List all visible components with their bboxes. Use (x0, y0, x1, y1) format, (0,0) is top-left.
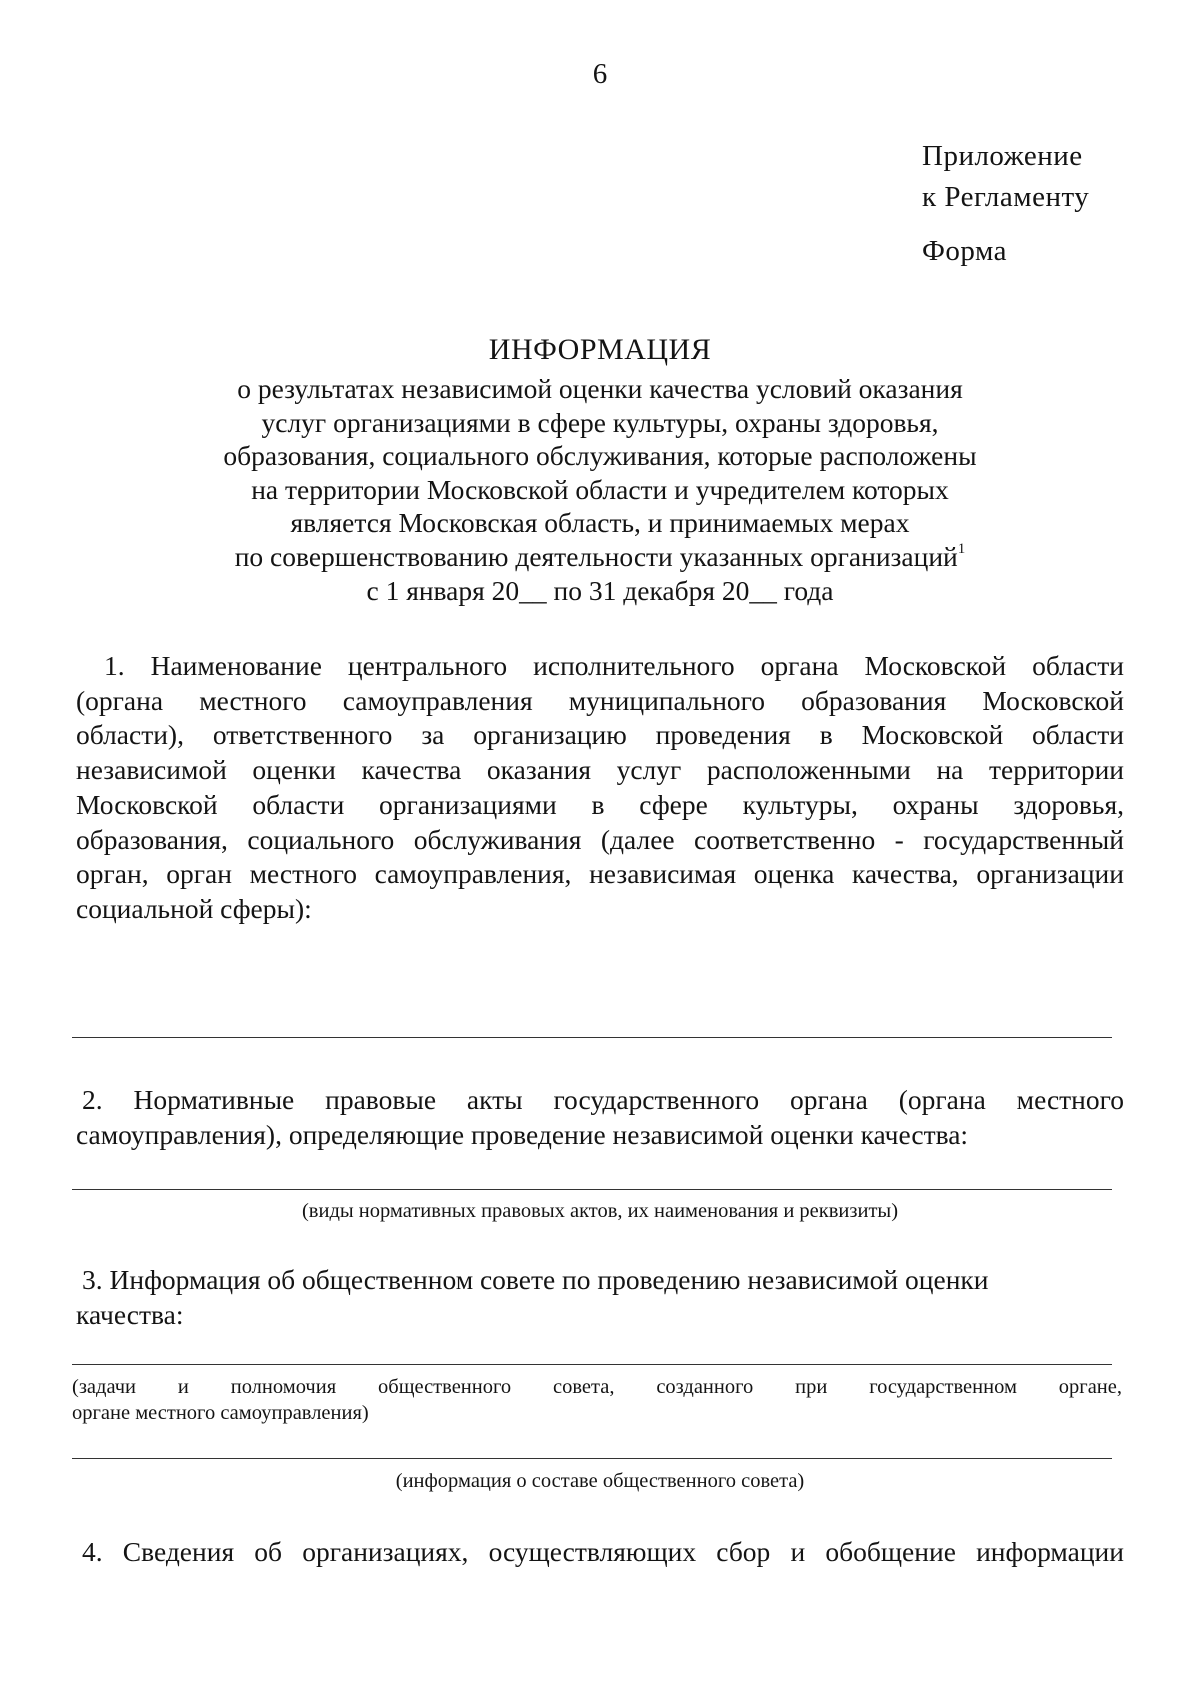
section-3 (76, 1263, 1124, 1332)
section-1-line: независимой оценки качества оказания услуг расположенными на территории (76, 754, 1124, 786)
section-1-line: (органа местного самоуправления муниципального образования Московской (76, 684, 1124, 716)
section-1 (76, 649, 1124, 927)
caption-council-tasks (72, 1374, 1122, 1426)
appendix-line-1: Приложение (922, 140, 1083, 172)
fill-in-line-legal-acts[interactable] (72, 1189, 1112, 1190)
section-1-line: Московской области организациями в сфере культуры, охраны здоровья, (76, 788, 1124, 820)
fill-in-line-council-composition[interactable] (72, 1458, 1112, 1459)
subtitle-line: услуг организациями в сфере культуры, охраны здоровья, (261, 406, 939, 438)
subtitle-line: является Московская область, и принимаемых мерах (290, 507, 910, 539)
section-1-line: 1. Наименование центрального исполнительного органа Московской области (104, 650, 1124, 681)
subtitle-line: на территории Московской области и учредителем которых (251, 473, 949, 505)
caption-council-composition: (информация о составе общественного совета) (395, 1470, 805, 1492)
fill-in-line-council-tasks[interactable] (72, 1364, 1112, 1365)
subtitle-line-with-footnote (150, 540, 1050, 574)
section-2 (76, 1083, 1124, 1152)
section-2-line: самоуправления), определяющие проведение независимой оценки качества: (76, 1118, 969, 1150)
appendix-label (922, 136, 1089, 218)
subtitle-line: по совершенствованию деятельности указанных организаций (234, 540, 958, 572)
subtitle-line: образования, социального обслуживания, которые расположены (223, 440, 977, 472)
section-1-line: области), ответственного за организацию проведения в Московской области (76, 719, 1124, 751)
caption-council-tasks-line: (задачи и полномочия общественного совета, созданного при государственном органе, (72, 1376, 1122, 1398)
section-3-line: качества: (76, 1298, 184, 1330)
footnote-mark: 1 (957, 540, 966, 557)
caption-legal-acts: (виды нормативных правовых актов, их наименования и реквизиты) (301, 1200, 899, 1222)
document-subtitle (150, 372, 1050, 607)
section-1-line: социальной сферы): (76, 892, 312, 924)
form-label: Форма (922, 235, 1007, 267)
document-title: ИНФОРМАЦИЯ (488, 333, 712, 366)
section-2-line: 2. Нормативные правовые акты государственного органа (органа местного (82, 1084, 1124, 1115)
caption-council-tasks-line: органе местного самоуправления) (72, 1402, 369, 1424)
subtitle-line: о результатах независимой оценки качества условий оказания (237, 373, 963, 404)
section-4-line: 4. Сведения об организациях, осуществляющих сбор и обобщение информации (82, 1536, 1124, 1567)
page-number: 6 (592, 58, 608, 90)
subtitle-period-line: с 1 января 20__ по 31 декабря 20__ года (366, 574, 834, 606)
section-4 (76, 1535, 1124, 1570)
section-3-line: 3. Информация об общественном совете по проведению независимой оценки (82, 1264, 989, 1295)
section-1-line: орган, орган местного самоуправления, независимая оценка качества, организации (76, 858, 1124, 890)
fill-in-line-organ-name[interactable] (72, 1037, 1112, 1038)
section-1-line: образования, социального обслуживания (далее соответственно - государственный (76, 823, 1124, 855)
appendix-line-2: к Регламенту (922, 181, 1090, 213)
